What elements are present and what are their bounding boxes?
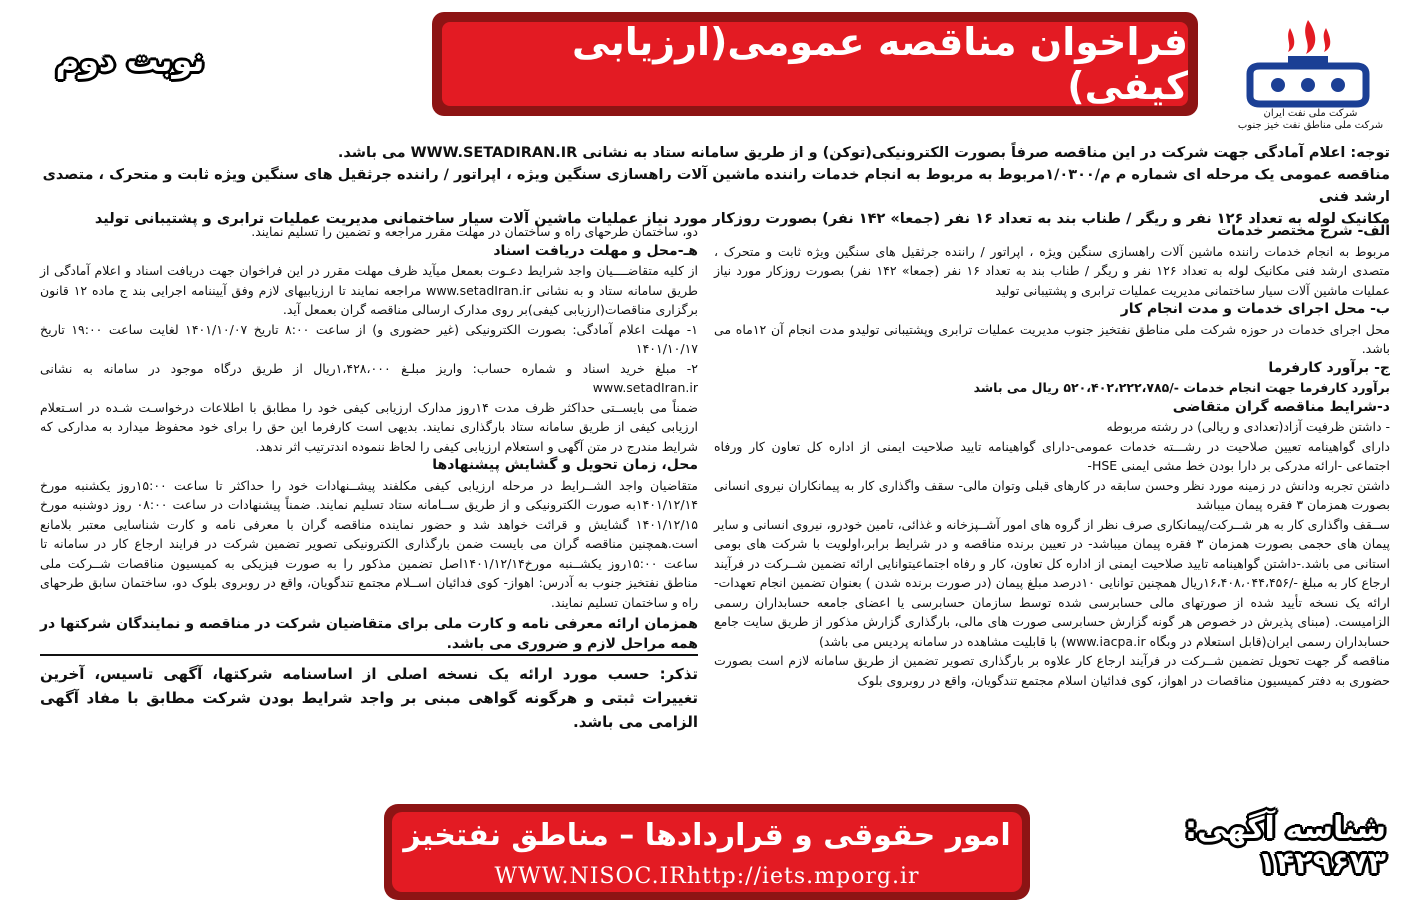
section-b-text: محل اجرای خدمات در حوزه شرکت ملی مناطق نفتخیز جنوب مدیریت عملیات ترابری وپشتیبانی تولیدو مدت انجام آن ۱۲ماه می باشد. [714,321,1390,356]
right-column [714,222,1390,690]
section-c-text: برآورد کارفرما جهت انجام خدمات -/۵۲۰،۴۰۲،۲۲۲،۷۸۵ ریال می باشد [973,380,1390,395]
intro-block [20,142,1390,230]
footer-title: امور حقوقی و قراردادها – مناطق نفتخیز [403,818,1011,853]
footer-url: WWW.NISOC.IRhttp://iets.mporg.ir [494,864,920,889]
section-d-item5: مناقصه گر جهت تحویل تضمین شــرکت در فرآیند ارجاع کار علاوه بر بارگذاری تصویر تضمین از طریق سامانه لازم است بصورت حضوری به دفتر کمیسیون مناقصات در اهواز، کوی فدائیان اسلام مجتمع تندگویان، واقع در روبروی بلوک [714,653,1390,688]
section-b-title: ب- محل اجرای خدمات و مدت انجام کار [1120,301,1390,317]
left-column [40,222,698,734]
section-e-item3: ضمناً می بایســتی حداکثر ظرف مدت ۱۴روز مدارک ارزیابی کیفی خود را مطابق با اطلاعات درخواسـت شـده در اسـتعلام ارزیابی کیفی از طریق سامانه ستاد بارگذاری نمایند. بدیهی است کارفرما این حق را برای خود محفوظ میدارد به مدارکی که شرایط مندرج در متن آگهی و استعلام ارزیابی کیفی را لحاظ ننموده اندترتیب اثر ندهد. [40,399,698,454]
section-e-text: از کلیه متقاضــــیان واجد شرایط دعـوت بعمعل میآید ظرف مهلت مقرر در این فراخوان جهت دریافت اسناد و اعلام آمادگی از طریق سامانه ستاد و به نشانی www.setadIran.ir مراجعه نمایند تا ارزیابیهای لازم وفق آییننامه اجرایی بند ج ماده ۱۲ قانون برگزاری مناقصات(ارزیابی کیفی)بر روی مدارک ارسالی مناقصه گران بعمعل آید. [40,263,699,317]
left-continuation: دو، ساختمان طرحهای راه و ساختمان در مهلت مقرر مراجعه و تضمین را تسلیم نمایند. [251,224,698,239]
reminder-note: تذکر: حسب مورد ارائه یک نسخه اصلی از اساسنامه شرکتها، آگهی تاسیس، آخرین تغییرات ثبتی و هرگونه گواهی مبنی بر واجد شرایط بودن شرکت مطابق با مفاد آگهی الزامی می باشد. [40,665,698,731]
id-card-note: همزمان ارائه معرفی نامه و کارت ملی برای متقاضیان شرکت در مناقصه و نمایندگان شرکتها در همه مراحل لازم و ضروری می باشد. [40,614,698,656]
logo-caption [1228,108,1393,132]
section-e-item1: ۱- مهلت اعلام آمادگی: بصورت الکترونیکی (غیر حضوری و) از ساعت ۸:۰۰ تاریخ ۱۴۰۱/۱۰/۰۷ لغایت ساعت ۱۹:۰۰ تاریخ ۱۴۰۱/۱۰/۱۷ [40,321,698,356]
section-f-text: متقاضیان واجد الشــرایط در مرحله ارزیابی کیفی مکلفند پیشــنهادات خود را حداکثر تا ساعت ۱۵:۰۰روز یکشنبه مورخ ۱۴۰۱/۱۲/۱۴به صورت الکترونیکی و از طریق ســامانه ستاد تسلیم نمایند. ضمناً پیشنهادات در ساعت ۰۸:۰۰ روز دوشنبه مورخ ۱۴۰۱/۱۲/۱۵ گشایش و قرائت خواهد شد و حضور نماینده مناقصه گران با معرفی نامه و کارت شناسایی معتبر بلامانع است.همچنین مناقصه گران می بایست ضمن بارگذاری الکترونیکی تصویر تضمین شرکت در فرایند ارجاع کار در سامانه تا ساعت ۱۵:۰۰روز یکشــنبه مورخ۱۴۰۱/۱۲/۱۴اصل تضمین مذکور را به صورت فیزیکی به کمیسیون مناقصات شــرکت ملی مناطق نفتخیز جنوب به آدرس: اهواز- کوی فدائیان اســلام مجتمع تندگویان، واقع در روبروی بلوک دو، ساختمان سابق طرحهای راه و ساختمان تسلیم نمایند. [40,477,699,610]
section-d-item1: - داشتن ظرفیت آزاد(تعدادی و ریالی) در رشته مربوطه [1106,419,1390,434]
section-d-title: د-شرایط مناقصه گران متقاضی [1172,398,1390,415]
section-c-title: ج- برآورد کارفرما [1268,359,1390,376]
header-banner [432,12,1198,116]
section-d-item4: ســقف واگذاری کار به هر شــرکت/پیمانکاری صرف نظر از گروه های امور آشــپزخانه و غذائی، تامین خودرو، نیروی انسانی و سایر پیمان های حجمی بصورت همزمان ۳ فقره پیمان میباشد- در تعیین برنده مناقصه و در شرایط برابر،اولویت با شرکت های بومی استانی می باشد.-داشتن گواهینامه تایید صلاحیت ایمنی از اداره کل تعاون، کار و رفاه اجتماعیتوانایی ارائه تضمین شــرکت در فرآیند ارجاع کار به مبلغ -/۱۶،۴۰۸،۰۴۴،۴۵۶ریال همچنین توانایی ۱۰درصد مبلغ پیمان (در صورت برنده شدن ) بعنوان تضمین انجام تعهدات-ارائه یک نسخه تأیید شده از صورتهای مالی حسابرسی شده توسط سازمان حسابرسی یا اعضای جامعه حسابداران رسمی الزامیست. (مبنای پذیرش در خصوص هر گونه گزارش حسابرسی صورت های مالی، بارگذاری گزارش مذکور از طریق سایت جامع حسابداران رسمی ایران(قابل استعلام در وبگاه www.iacpa.ir) با قابلیت مشاهده در سامانه پردیس می باشد) [714,516,1391,649]
logo-line2: شرکت ملی مناطق نفت خیز جنوب [1237,120,1384,131]
intro-line1: توجه: اعلام آمادگی جهت شرکت در این مناقصه صرفاً بصورت الکترونیکی(توکن) و از طریق سامانه ستاد به نشانی WWW.SETADIRAN.IR می باشد. [337,145,1390,161]
flame-logo-icon [1230,18,1390,110]
intro-line2: مناقصه عمومی یک مرحله ای شماره م م/۱/۰۳۰۰مربوط به مربوط به انجام خدمات راننده ماشین آلات راهسازی سنگین ویژه ، اپراتور / راننده جرثقیل های سنگین ویژه ثابت و متحرک ، متصدی ارشد فنی [42,167,1390,205]
footer-banner [384,804,1030,900]
logo-line1: شرکت ملی نفت ایران [1263,108,1358,119]
section-d-item2: دارای گواهینامه تعیین صلاحیت در رشـــته خدمات عمومی-دارای گواهینامه تایید صلاحیت ایمنی از اداره کل تعاون کار ورفاه اجتماعی -ارائه مدرکی بر دارا بودن خط مشی ایمنی HSE- [714,438,1390,473]
section-e-item2: ۲- مبلغ خرید اسناد و شماره حساب: واریز مبلـغ ۱،۴۲۸،۰۰۰ریال از طریق درگاه موجود در سامانه به نشانی www.setadIran.ir [40,360,698,395]
intro-line3: مکانیک لوله به تعداد ۱۲۶ نفر و ریگر / طناب بند به تعداد ۱۶ نفر (جمعا» ۱۴۲ نفر) بصورت روزکار مورد نیاز عملیات ماشین آلات سیار ساختمانی مدیریت عملیات ترابری و پشتیبانی تولید [94,211,1390,227]
second-round-badge: نوبت دوم [55,41,205,79]
section-a-title: الف- شرح مختصر خدمات [1217,223,1390,239]
ad-id: شناسه آگهی: ۱۴۲۹۶۷۳ [1184,811,1386,881]
page-title: فراخوان مناقصه عمومی(ارزیابی کیفی) [572,20,1188,108]
section-f-title: محل، زمان تحویل و گشایش پیشنهادها [432,457,698,473]
section-d-item3: داشتن تجربه ودانش در زمینه مورد نظر وحسن سابقه در کارهای قبلی وتوان مالی- سقف واگذاری کار به پیمانکاران نیروی انسانی بصورت همزمان ۳ فقره پیمان میباشد [714,477,1390,512]
section-e-title: هـ-محل و مهلت دریافت اسناد [493,242,698,259]
section-a-text: مربوط به انجام خدمات راننده ماشین آلات راهسازی سنگین ویژه ، اپراتور / راننده جرثقیل های سنگین ویژه ثابت و متحرک ، متصدی ارشد فنی مکانیک لوله به تعداد ۱۲۶ نفر و ریگر / طناب بند به تعداد ۱۶ نفر (جمعا» ۱۴۲ نفر) بصورت روزکار مورد نیاز عملیات ماشین آلات سیار ساختمانی مدیریت عملیات ترابری و پشتیبانی تولید [714,243,1391,298]
